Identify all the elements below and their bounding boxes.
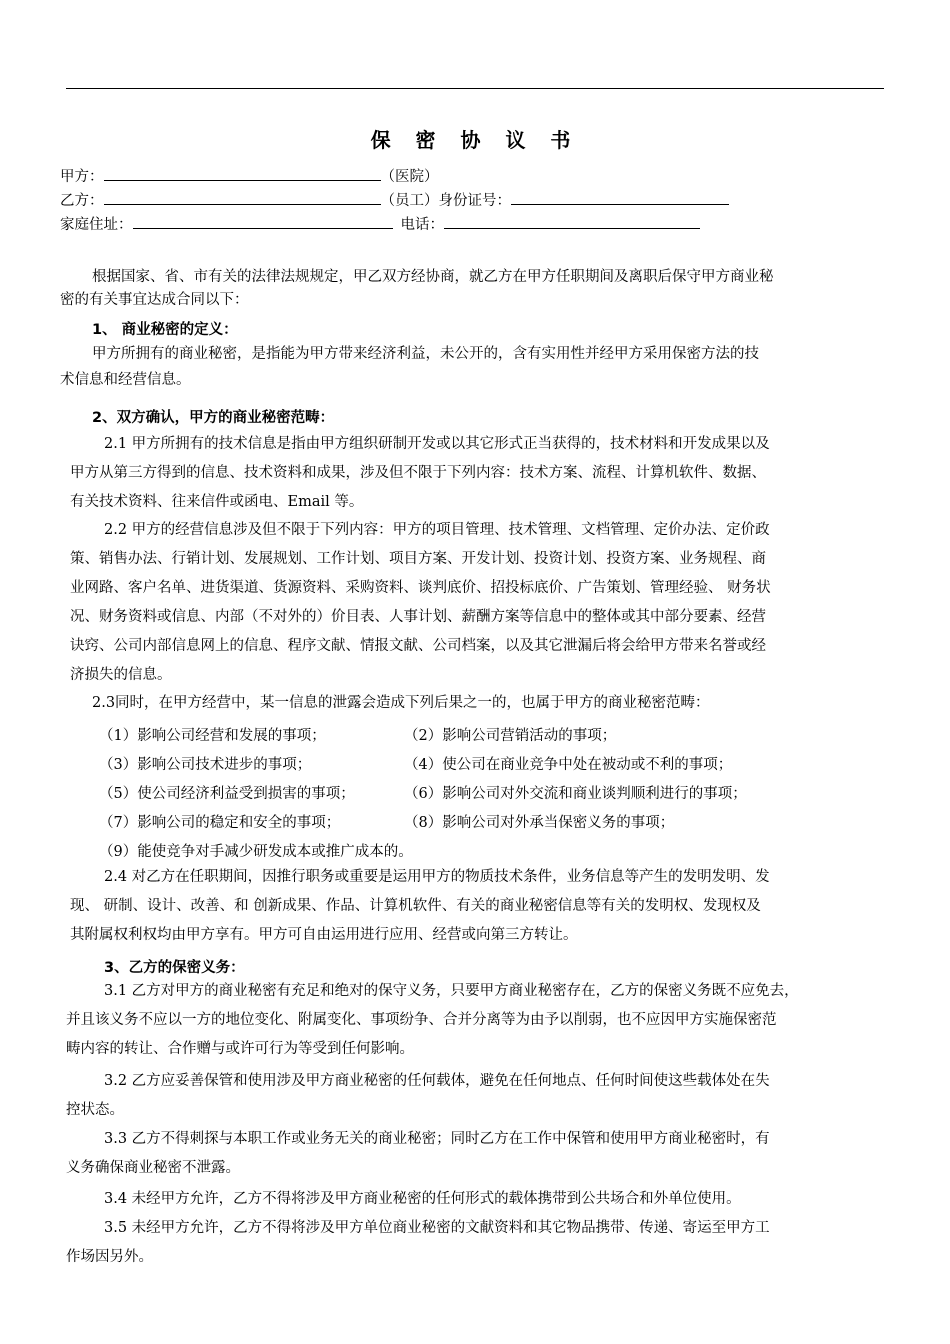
item-2: （2）影响公司营销活动的事项； xyxy=(404,728,617,744)
item-8: （8）影响公司对外承当保密义务的事项； xyxy=(404,815,675,831)
item-5: （5）使公司经济利益受到损害的事项； xyxy=(99,786,355,802)
party-a-suffix: （医院） xyxy=(380,169,439,185)
p24-line-3: 其附属权利权均由甲方享有。甲方可自由运用进行应用、经营或向第三方转让。 xyxy=(70,927,578,943)
p31-line-2: 并且该义务不应以一方的地位变化、附属变化、事项纷争、合并分离等为由予以削弱，也不应因甲方实施保密范 xyxy=(66,1012,777,1028)
p22-line-5: 诀窍、公司内部信息网上的信息、程序文献、情报文献、公司档案，以及其它泄漏后将会给甲方带来名誉或经 xyxy=(70,638,766,654)
p24-line-1: 2.4 对乙方在任职期间，因推行职务或重要是运用甲方的物质技术条件，业务信息等产生的发明发明、发 xyxy=(104,869,770,885)
party-a-label: 甲方： xyxy=(60,169,104,185)
party-a-line xyxy=(60,166,439,187)
phone-label: 电话： xyxy=(400,217,444,233)
p32-line-2: 控状态。 xyxy=(66,1102,124,1118)
item-6: （6）影响公司对外交流和商业谈判顺利进行的事项； xyxy=(404,786,747,802)
p22-line-3: 业网路、客户名单、进货渠道、货源资料、采购资料、谈判底价、招投标底价、广告策划、管理经验、 财务状 xyxy=(70,580,771,596)
intro-line-1: 根据国家、省、市有关的法律法规规定，甲乙双方经协商，就乙方在甲方任职期间及离职后保守甲方商业秘 xyxy=(92,269,774,285)
p22-line-1: 2.2 甲方的经营信息涉及但不限于下列内容：甲方的项目管理、技术管理、文档管理、定价办法、定价政 xyxy=(104,522,770,538)
p35-line-1: 3.5 未经甲方允许，乙方不得将涉及甲方单位商业秘密的文献资料和其它物品携带、传递、寄运至甲方工 xyxy=(104,1220,770,1236)
intro-line-2: 密的有关事宜达成合同以下： xyxy=(60,292,249,308)
p21-line-1: 2.1 甲方所拥有的技术信息是指由甲方组织研制开发或以其它形式正当获得的，技术材料和开发成果以及 xyxy=(104,436,770,452)
p31-line-3: 畴内容的转让、合作赠与或许可行为等受到任何影响。 xyxy=(66,1041,414,1057)
document-title: 保 密 协 议 书 xyxy=(370,128,580,152)
item-3: （3）影响公司技术进步的事项； xyxy=(99,757,312,773)
item-7: （7）影响公司的稳定和安全的事项； xyxy=(99,815,341,831)
p21-line-2: 甲方从第三方得到的信息、技术资料和成果，涉及但不限于下列内容：技术方案、流程、计算机软件、数据、 xyxy=(70,465,766,481)
p23-line: 2.3同时，在甲方经营中，某一信息的泄露会造成下列后果之一的，也属于甲方的商业秘密范畴： xyxy=(92,695,710,711)
p22-line-2: 策、销售办法、行销计划、发展规划、工作计划、项目方案、开发计划、投资计划、投资方案、业务规程、商 xyxy=(70,551,766,567)
section-3-heading: 3、乙方的保密义务： xyxy=(104,960,245,976)
party-b-line xyxy=(60,190,729,211)
header-rule xyxy=(66,88,884,89)
address-label: 家庭住址： xyxy=(60,217,133,233)
section-2-heading: 2、双方确认，甲方的商业秘密范畴： xyxy=(92,410,335,426)
p22-line-6: 济损失的信息。 xyxy=(70,667,172,683)
p33-line-2: 义务确保商业秘密不泄露。 xyxy=(66,1160,240,1176)
party-a-blank[interactable] xyxy=(104,166,381,181)
s1-body-1: 甲方所拥有的商业秘密，是指能为甲方带来经济利益，未公开的，含有实用性并经甲方采用保密方法的技 xyxy=(92,346,759,362)
address-blank[interactable] xyxy=(133,214,393,229)
id-number-blank[interactable] xyxy=(511,190,729,205)
p33-line-1: 3.3 乙方不得刺探与本职工作或业务无关的商业秘密；同时乙方在工作中保管和使用甲方商业秘密时，有 xyxy=(104,1131,770,1147)
item-9: （9）能使竞争对手减少研发成本或推广成本的。 xyxy=(99,844,413,860)
phone-blank[interactable] xyxy=(444,214,700,229)
p21-line-3: 有关技术资料、往来信件或函电、Email 等。 xyxy=(70,494,364,510)
party-b-blank[interactable] xyxy=(104,190,381,205)
p34-line: 3.4 未经甲方允许，乙方不得将涉及甲方商业秘密的任何形式的载体携带到公共场合和外单位使用。 xyxy=(104,1191,741,1207)
p22-line-4: 况、财务资料或信息、内部（不对外的）价目表、人事计划、薪酬方案等信息中的整体或其中部分要素、经营 xyxy=(70,609,766,625)
item-1: （1）影响公司经营和发展的事项； xyxy=(99,728,326,744)
p32-line-1: 3.2 乙方应妥善保管和使用涉及甲方商业秘密的任何载体，避免在任何地点、任何时间使这些载体处在失 xyxy=(104,1073,770,1089)
s1-body-2: 术信息和经营信息。 xyxy=(60,372,191,388)
p24-line-2: 现、 研制、设计、改善、和 创新成果、作品、计算机软件、有关的商业秘密信息等有关的发明权、发现权及 xyxy=(70,898,761,914)
item-4: （4）使公司在商业竞争中处在被动或不利的事项； xyxy=(404,757,733,773)
section-1-heading: 1、 商业秘密的定义： xyxy=(92,322,238,338)
party-b-suffix: （员工）身份证号： xyxy=(380,193,511,209)
party-b-label: 乙方： xyxy=(60,193,104,209)
p35-line-2: 作场因另外。 xyxy=(66,1249,153,1265)
p31-line-1: 3.1 乙方对甲方的商业秘密有充足和绝对的保守义务，只要甲方商业秘密存在，乙方的保密义务既不应免去， xyxy=(104,983,799,999)
address-line xyxy=(60,214,700,235)
